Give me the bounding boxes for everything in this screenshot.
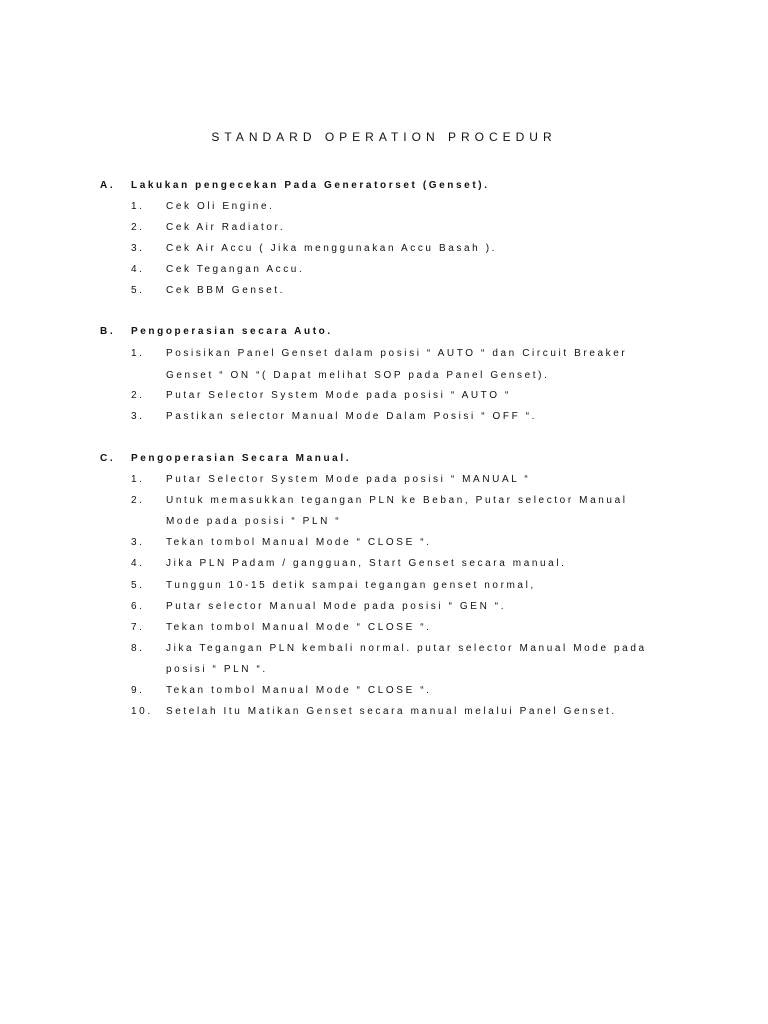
section-b-heading — [100, 326, 333, 337]
item-continuation: Mode pada posisi “ PLN “ — [166, 516, 342, 527]
item-text: Setelah Itu Matikan Genset secara manual melalui Panel Genset. — [166, 706, 617, 717]
item-number: 9. — [131, 685, 145, 696]
section-letter: B. — [100, 326, 116, 337]
list-item — [131, 201, 274, 212]
item-text: Tekan tombol Manual Mode “ CLOSE “. — [166, 622, 432, 633]
item-number: 3. — [131, 411, 145, 422]
list-item — [131, 243, 497, 254]
section-letter: C. — [100, 453, 116, 464]
item-number: 2. — [131, 495, 145, 506]
item-number: 3. — [131, 537, 145, 548]
item-text: Jika PLN Padam / gangguan, Start Genset secara manual. — [166, 558, 567, 569]
item-number: 4. — [131, 264, 145, 275]
item-number: 2. — [131, 222, 145, 233]
section-c-heading — [100, 453, 351, 464]
item-number: 1. — [131, 348, 145, 359]
item-text: Cek Oli Engine. — [166, 201, 275, 212]
item-text: Cek BBM Genset. — [166, 285, 286, 296]
list-item — [131, 601, 506, 612]
item-text: Cek Tegangan Accu. — [166, 264, 305, 275]
item-number: 5. — [131, 580, 145, 591]
list-item — [131, 643, 647, 654]
item-number: 2. — [131, 390, 145, 401]
item-text: Tunggun 10-15 detik sampai tegangan genset normal, — [166, 580, 536, 591]
item-text: Untuk memasukkan tegangan PLN ke Beban, Putar selector Manual — [166, 495, 628, 506]
list-item — [131, 685, 432, 696]
section-heading-text: Pengoperasian secara Auto. — [131, 326, 333, 337]
section-heading-text: Pengoperasian Secara Manual. — [131, 453, 352, 464]
item-number: 5. — [131, 285, 145, 296]
item-text: Putar selector Manual Mode pada posisi “ GEN “. — [166, 601, 507, 612]
item-number: 6. — [131, 601, 145, 612]
section-letter: A. — [100, 180, 116, 191]
section-heading-text: Lakukan pengecekan Pada Generatorset (Genset). — [131, 180, 490, 191]
list-item — [131, 264, 304, 275]
list-item — [131, 348, 627, 359]
item-text: Cek Air Accu ( Jika menggunakan Accu Basah ). — [166, 243, 497, 254]
item-number: 3. — [131, 243, 145, 254]
item-number: 4. — [131, 558, 145, 569]
item-number: 10. — [131, 706, 153, 717]
item-text: Putar Selector System Mode pada posisi “ AUTO “ — [166, 390, 511, 401]
list-item — [131, 622, 432, 633]
list-item — [131, 474, 530, 485]
item-text: Tekan tombol Manual Mode “ CLOSE “. — [166, 685, 432, 696]
item-continuation: Genset “ ON “( Dapat melihat SOP pada Panel Genset). — [166, 370, 550, 381]
list-item — [131, 411, 537, 422]
item-number: 1. — [131, 474, 145, 485]
list-item — [131, 537, 432, 548]
list-item — [131, 495, 628, 506]
list-item — [131, 580, 536, 591]
item-number: 1. — [131, 201, 145, 212]
list-item — [131, 285, 285, 296]
item-text: Putar Selector System Mode pada posisi “ MANUAL “ — [166, 474, 531, 485]
item-number: 7. — [131, 622, 145, 633]
list-item — [131, 390, 511, 401]
item-text: Pastikan selector Manual Mode Dalam Posisi “ OFF “. — [166, 411, 538, 422]
section-a-heading — [100, 180, 490, 191]
item-number: 8. — [131, 643, 145, 654]
list-item — [131, 706, 617, 717]
item-text: Cek Air Radiator. — [166, 222, 286, 233]
list-item — [131, 222, 285, 233]
item-text: Posisikan Panel Genset dalam posisi “ AUTO “ dan Circuit Breaker — [166, 348, 628, 359]
item-continuation: posisi “ PLN “. — [166, 664, 268, 675]
item-text: Tekan tombol Manual Mode “ CLOSE “. — [166, 537, 432, 548]
item-text: Jika Tegangan PLN kembali normal. putar selector Manual Mode pada — [166, 643, 647, 654]
list-item — [131, 558, 567, 569]
page-title: STANDARD OPERATION PROCEDUR — [211, 130, 557, 144]
